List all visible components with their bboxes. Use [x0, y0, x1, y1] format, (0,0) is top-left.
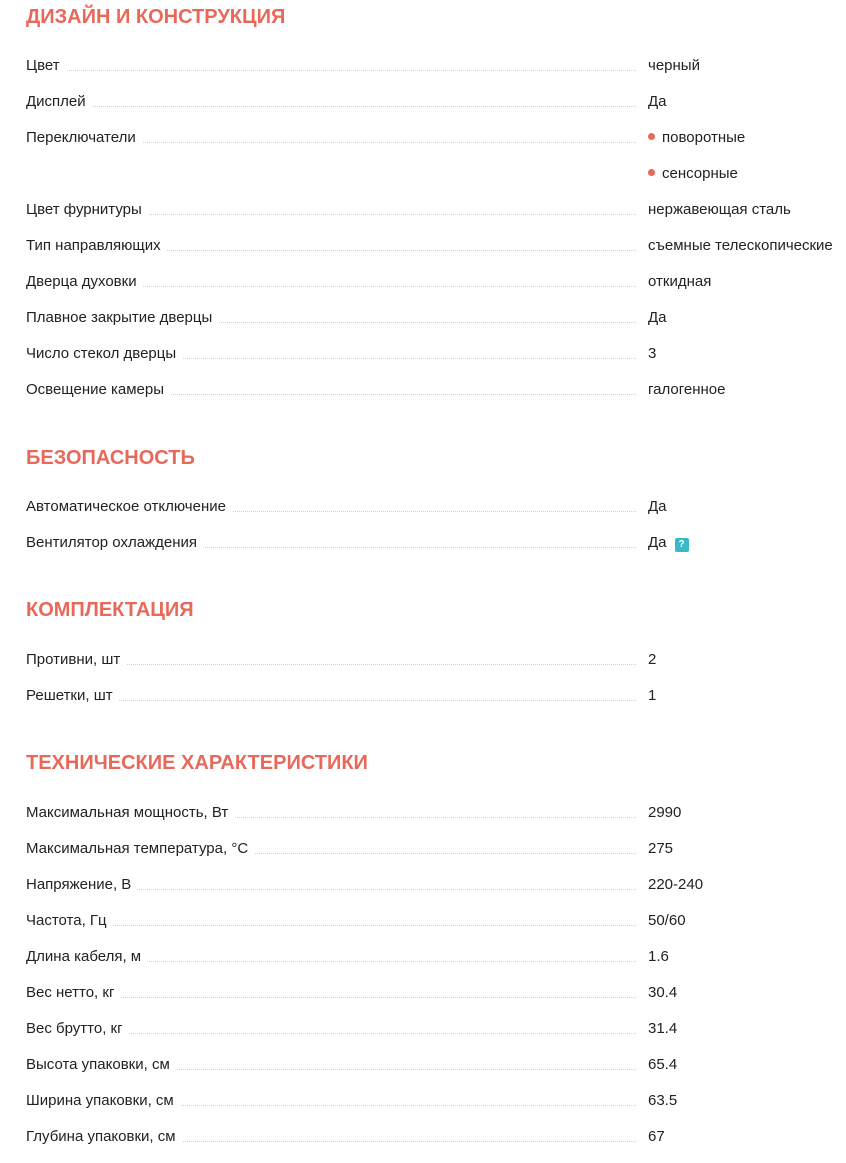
spec-name: Число стекол дверцы [26, 344, 182, 364]
spec-row-cable-length [26, 947, 846, 983]
section-title-equipment: КОМПЛЕКТАЦИЯ [26, 599, 194, 621]
spec-value: поворотные [662, 129, 746, 146]
spec-name: Напряжение, В [26, 875, 137, 895]
spec-value: 1.6 [648, 948, 669, 965]
spec-value: галогенное [648, 381, 726, 398]
spec-row-frequency [26, 911, 846, 947]
spec-value: Да [648, 93, 667, 110]
spec-list-design [26, 56, 846, 416]
spec-row-display [26, 92, 846, 128]
dotted-leader [26, 70, 636, 71]
spec-row-package-width [26, 1091, 846, 1127]
section-title-technical: ТЕХНИЧЕСКИЕ ХАРАКТЕРИСТИКИ [26, 752, 368, 774]
spec-value-with-help [648, 533, 689, 553]
spec-value: 275 [648, 840, 674, 857]
spec-row-rails-type [26, 236, 846, 272]
spec-name: Длина кабеля, м [26, 947, 147, 967]
bullet-icon [648, 133, 655, 140]
spec-value: откидная [648, 273, 712, 290]
spec-name: Вес брутто, кг [26, 1019, 129, 1039]
spec-name: Противни, шт [26, 650, 126, 670]
spec-name: Цвет [26, 56, 66, 76]
spec-row-package-height [26, 1055, 846, 1091]
spec-value: 2990 [648, 804, 682, 821]
section-title-design: ДИЗАЙН И КОНСТРУКЦИЯ [26, 6, 286, 28]
spec-row-fittings-color [26, 200, 846, 236]
spec-row-package-depth [26, 1127, 846, 1163]
spec-value: 50/60 [648, 912, 686, 929]
spec-list-safety [26, 497, 846, 569]
section-title-safety: БЕЗОПАСНОСТЬ [26, 447, 195, 469]
spec-value: 1 [648, 687, 657, 704]
spec-row-switches-extra [26, 164, 846, 200]
spec-name: Цвет фурнитуры [26, 200, 148, 220]
spec-name: Плавное закрытие дверцы [26, 308, 218, 328]
spec-value: 63.5 [648, 1092, 678, 1109]
spec-row-door-glass [26, 344, 846, 380]
spec-row-max-power [26, 803, 846, 839]
spec-value: 220-240 [648, 876, 704, 893]
spec-name: Тип направляющих [26, 236, 167, 256]
spec-name: Глубина упаковки, см [26, 1127, 182, 1147]
spec-value: Да [648, 498, 667, 515]
spec-row-cooling-fan [26, 533, 846, 569]
spec-list-equipment [26, 650, 846, 722]
help-icon[interactable]: ? [675, 538, 689, 552]
spec-value: Да [648, 534, 667, 551]
bullet-icon [648, 169, 655, 176]
spec-value: 30.4 [648, 984, 678, 1001]
spec-value-list-item [648, 128, 745, 148]
spec-name: Максимальная мощность, Вт [26, 803, 234, 823]
spec-row-oven-door [26, 272, 846, 308]
spec-row-gross-weight [26, 1019, 846, 1055]
spec-value: 2 [648, 651, 657, 668]
spec-row-cavity-light [26, 380, 846, 416]
spec-list-technical [26, 803, 846, 1163]
spec-row-voltage [26, 875, 846, 911]
spec-name: Частота, Гц [26, 911, 113, 931]
dotted-leader [26, 925, 636, 926]
spec-value: черный [648, 57, 700, 74]
spec-row-net-weight [26, 983, 846, 1019]
spec-name: Автоматическое отключение [26, 497, 232, 517]
spec-value: нержавеющая сталь [648, 201, 791, 218]
spec-name: Дверца духовки [26, 272, 143, 292]
spec-name: Максимальная температура, °C [26, 839, 254, 859]
dotted-leader [26, 106, 636, 107]
spec-value-list-item [648, 164, 738, 184]
spec-name: Высота упаковки, см [26, 1055, 176, 1075]
spec-row-soft-close [26, 308, 846, 344]
spec-name: Дисплей [26, 92, 92, 112]
spec-name: Переключатели [26, 128, 142, 148]
spec-name: Вес нетто, кг [26, 983, 120, 1003]
spec-value: 31.4 [648, 1020, 678, 1037]
spec-row-baking-trays [26, 650, 846, 686]
spec-name: Вентилятор охлаждения [26, 533, 203, 553]
spec-row-switches [26, 128, 846, 164]
spec-row-racks [26, 686, 846, 722]
spec-name: Ширина упаковки, см [26, 1091, 180, 1111]
spec-value: 65.4 [648, 1056, 678, 1073]
spec-row-max-temperature [26, 839, 846, 875]
spec-name: Освещение камеры [26, 380, 170, 400]
spec-value: 67 [648, 1128, 665, 1145]
spec-name: Решетки, шт [26, 686, 119, 706]
spec-row-color [26, 56, 846, 92]
spec-value: съемные телескопические [648, 237, 833, 254]
spec-value: 3 [648, 345, 657, 362]
spec-value: сенсорные [662, 165, 738, 182]
spec-row-auto-shutoff [26, 497, 846, 533]
spec-value: Да [648, 309, 667, 326]
